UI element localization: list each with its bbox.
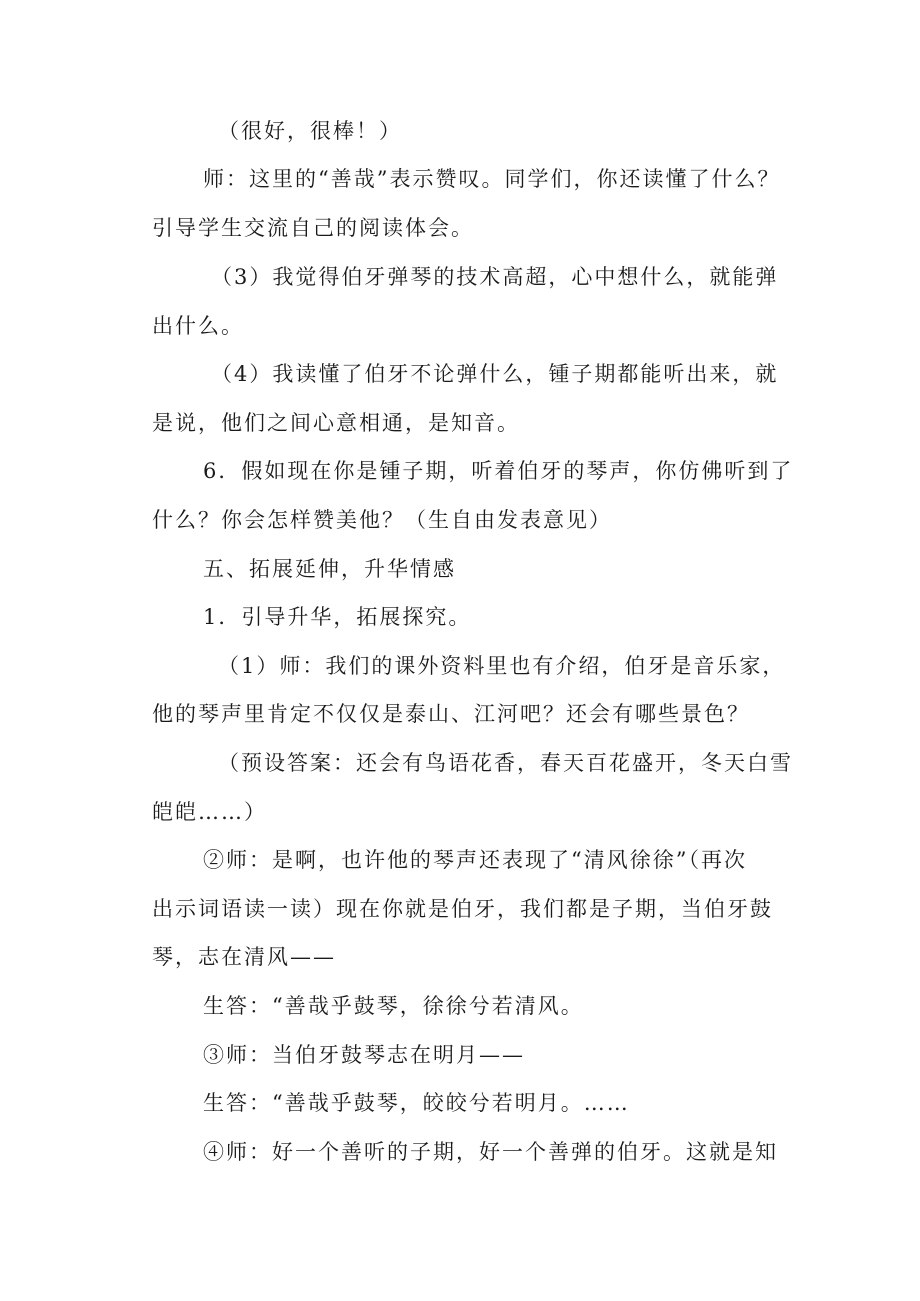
text-line: 他的琴声里肯定不仅仅是泰山、江河吧？还会有哪些景色？ xyxy=(152,702,750,726)
text-line: 师：这里的“善哉”表示赞叹。同学们，你还读懂了什么？ xyxy=(203,167,781,191)
text-line: （预设答案：还会有鸟语花香，春天百花盛开，冬天白雪 xyxy=(218,751,793,775)
text-line: 琴，志在清风—— xyxy=(152,945,336,969)
text-line: （很好，很棒！） xyxy=(218,119,402,143)
text-line: 皑皑……） xyxy=(152,800,267,824)
text-line: ③师：当伯牙鼓琴志在明月—— xyxy=(203,1043,525,1067)
text-line: 1．引导升华，拓展探究。 xyxy=(203,605,472,629)
text-line: 出示词语读一读）现在你就是伯牙，我们都是子期，当伯牙鼓 xyxy=(152,897,773,921)
text-line: ②师：是啊，也许他的琴声还表现了“清风徐徐”（再次 xyxy=(203,848,747,872)
text-line: （4）我读懂了伯牙不论弹什么，锺子期都能听出来，就 xyxy=(211,362,779,386)
text-line: 生答：“善哉乎鼓琴，皎皎兮若明月。…… xyxy=(203,1091,630,1115)
text-line: 6．假如现在你是锺子期，听着伯牙的琴声，你仿佛听到了 xyxy=(203,459,794,483)
text-line: 引导学生交流自己的阅读体会。 xyxy=(152,216,474,240)
text-line: ④师：好一个善听的子期，好一个善弹的伯牙。这就是知 xyxy=(203,1140,778,1164)
text-line: （1）师：我们的课外资料里也有介绍，伯牙是音乐家， xyxy=(218,654,786,678)
text-line: 什么？你会怎样赞美他？（生自由发表意见） xyxy=(152,508,612,532)
text-line: 出什么。 xyxy=(152,314,244,338)
text-line: 生答：“善哉乎鼓琴，徐徐兮若清风。 xyxy=(203,994,584,1018)
section-heading: 五、拓展延伸，升华情感 xyxy=(203,557,456,581)
text-line: （3）我觉得伯牙弹琴的技术高超，心中想什么，就能弹 xyxy=(211,265,779,289)
text-line: 是说，他们之间心意相通，是知音。 xyxy=(152,411,520,435)
